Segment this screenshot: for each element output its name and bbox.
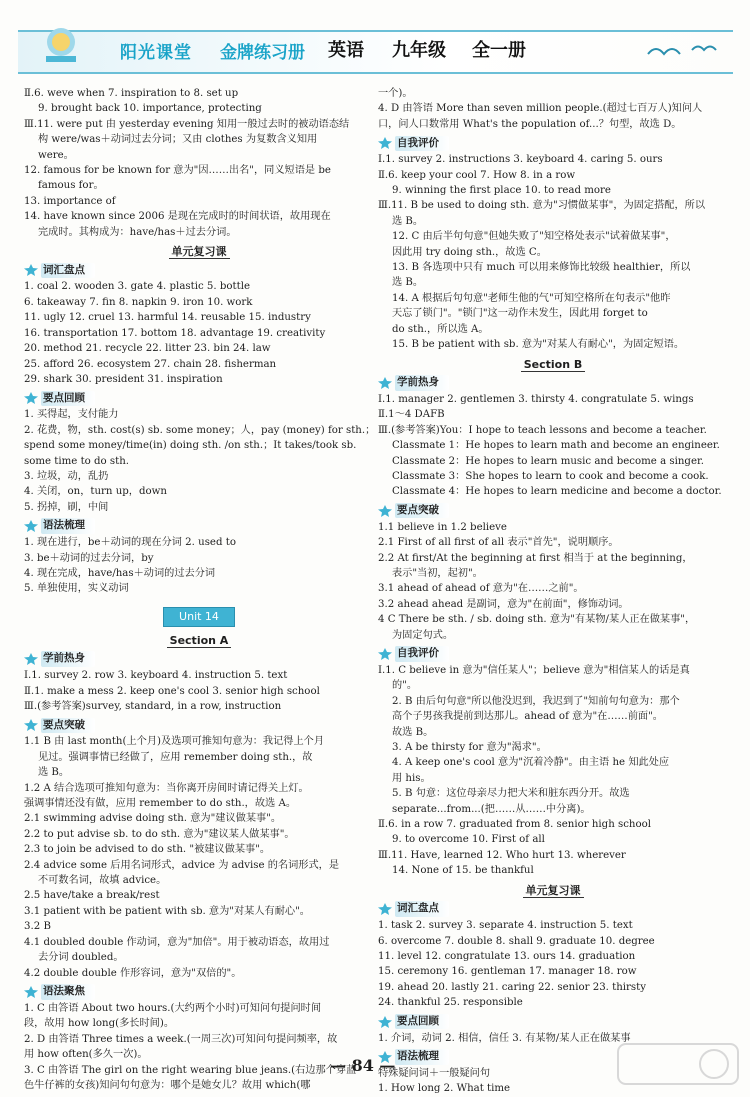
self-eval-line: Ⅰ.1. survey 2. instructions 3. keyboard 4. caring 5. ours — [378, 154, 663, 166]
brand-title: 阳光课堂 — [120, 43, 192, 63]
answer-line: 完成时。其构成为：have/has＋过去分词。 — [38, 226, 237, 238]
break-line: 1.1 B 由 last month(上个月)及选项可推知句意为：我记得上个月 — [24, 736, 325, 748]
star-icon — [378, 505, 392, 517]
page-header — [0, 0, 750, 88]
vocab-tag: 词汇盘点 — [41, 263, 95, 278]
break-line: 表示"当初，起初"。 — [392, 567, 483, 579]
answer-line: were。 — [38, 149, 74, 161]
points-line: some time to do sth. — [24, 455, 130, 467]
break-line: 2.2 At first/At the beginning at first 相当于 at the beginning， — [378, 552, 693, 564]
warmup-list — [24, 668, 374, 714]
subject-label: 英语 — [328, 40, 364, 61]
grammar-line: 5. 单独使用，实义动词 — [24, 583, 129, 595]
break-list — [24, 734, 374, 981]
answer-line: Ⅲ.11. were put 由 yesterday evening 知用一般过去时的被动语态结 — [24, 118, 350, 130]
break-line: 3.2 ahead ahead 是副词，意为"在前面"，修饰动词。 — [378, 598, 629, 610]
break-line: 强调事情还没有做，应用 remember to do sth.，故选 A。 — [24, 798, 297, 810]
break-line: 1.1 believe in 1.2 believe — [378, 521, 507, 533]
watermark-logo-icon — [616, 1040, 740, 1088]
vocab-line: 19. ahead 20. lastly 21. caring 22. senior 23. thirsty — [378, 981, 647, 993]
warmup-line: Ⅱ.1. make a mess 2. keep one's cool 3. senior high school — [24, 685, 320, 697]
break-line: 2.5 have/take a break/rest — [24, 890, 160, 902]
points-line: 5. 拐掉，刷，中间 — [24, 501, 109, 513]
answer-line: 9. brought back 10. importance, protecting — [38, 103, 262, 115]
focus-tag: 语法聚焦 — [41, 984, 95, 999]
left-column — [24, 86, 374, 1093]
points-line: spend some money/time(in) doing sth. /on sth.；It takes/took sb. — [24, 440, 357, 452]
vocab-tag: 词汇盘点 — [395, 901, 449, 916]
break-tag: 要点突破 — [41, 718, 95, 733]
self-eval-line: 4. A keep one's cool 意为"沉着冷静"。由主语 he 知此处应 — [392, 757, 670, 769]
star-icon — [378, 137, 392, 149]
self-eval-line: Ⅱ.6. keep your cool 7. How 8. in a row — [378, 169, 576, 181]
self-eval-line: 天忘了锁门"。"锁门"这一动作未发生，因此用 forget to — [392, 308, 648, 320]
grammar-tag: 语法梳理 — [395, 1049, 449, 1064]
self-eval-tag: 自我评价 — [395, 646, 449, 661]
warmup-list — [378, 392, 728, 500]
section-b-title: Section B — [378, 357, 728, 372]
self-eval-line: 9. winning the first place 10. to read more — [392, 185, 611, 197]
section-tag — [24, 984, 374, 1000]
self-eval-line: 5. B 句意：这位母亲尽力把大米和脏东西分开。故选 — [392, 788, 630, 800]
break-line: 4.1 doubled double 作动词，意为"加倍"。用于被动语态，故用过 — [24, 936, 330, 948]
unit-review-title: 单元复习课 — [378, 883, 728, 898]
section-tag — [378, 135, 728, 151]
self-eval-list — [378, 152, 728, 352]
section-tag — [378, 646, 728, 662]
self-eval-tag: 自我评价 — [395, 136, 449, 151]
focus-line: 段，故用 how long(多长时间)。 — [24, 1018, 175, 1030]
break-line: 1.2 A 结合选项可推知句意为：当你离开房间时请记得关上灯。 — [24, 782, 309, 794]
section-tag — [24, 518, 374, 534]
star-icon — [24, 653, 38, 665]
warmup-line: Classmate 4：He hopes to learn medicine and become a doctor. — [392, 486, 722, 498]
star-icon — [378, 1016, 392, 1028]
self-eval-line: 高个子男孩我提前到达那儿。ahead of 意为"在……前面"。 — [392, 711, 663, 723]
grammar-line: 1. 现在进行，be＋动词的现在分词 2. used to — [24, 537, 236, 549]
section-tag — [24, 651, 374, 667]
break-line: 2.3 to join be advised to do sth. "被建议做某事"。 — [24, 844, 271, 856]
section-a-title: Section A — [24, 633, 374, 648]
warmup-line: Classmate 2：He hopes to learn music and become a singer. — [392, 455, 704, 467]
series-title: 金牌练习册 — [220, 43, 305, 63]
points-line: 3. 垃圾，动，乱扔 — [24, 470, 109, 482]
grammar-line: 3. be＋动词的过去分词，by — [24, 552, 154, 564]
break-line: 去分词 doubled。 — [38, 952, 124, 964]
break-line: 3.2 B — [24, 921, 51, 933]
self-eval-line: 3. A be thirsty for 意为"渴求"。 — [392, 742, 547, 754]
points-tag: 要点回顾 — [395, 1014, 449, 1029]
self-eval-line: 因此用 try doing sth.，故选 C。 — [392, 246, 547, 258]
warmup-tag: 学前热身 — [395, 375, 449, 390]
focus-line: 3. C 由答语 The girl on the right wearing blue jeans.(右边那个穿蓝 — [24, 1064, 357, 1076]
break-list — [378, 520, 728, 643]
self-eval-line: 12. C 由后半句句意"但她失败了"知空格处表示"试着做某事"， — [392, 231, 676, 243]
break-line: 不可数名词，故填 advice。 — [38, 875, 167, 887]
focus-line: 用 how often(多久一次)。 — [24, 1049, 148, 1061]
warmup-line: Ⅰ.1. manager 2. gentlemen 3. thirsty 4. congratulate 5. wings — [378, 393, 694, 405]
warmup-line: Classmate 3：She hopes to learn to cook and become a cook. — [392, 470, 709, 482]
focus-line: 色牛仔裤的女孩)知问句句意为：哪个是她女儿？故用 which(哪 — [24, 1079, 311, 1091]
focus-line: 口，问人口数常用 What's the population of...？句型，故选 D。 — [378, 118, 682, 130]
page-number: — 84 — — [330, 1056, 396, 1075]
self-eval-line: 14. A 根据后句句意"老师生他的气"可知空格所在句表示"他昨 — [392, 292, 671, 304]
answer-line: Ⅱ.6. weve when 7. inspiration to 8. set up — [24, 88, 239, 99]
vocab-line: 15. ceremony 16. gentleman 17. manager 18. row — [378, 966, 637, 978]
warmup-line: Ⅰ.1. survey 2. row 3. keyboard 4. instruction 5. text — [24, 670, 288, 682]
self-eval-list — [378, 663, 728, 879]
self-eval-line: do sth.，所以选 A。 — [392, 323, 489, 335]
unit-review-title: 单元复习课 — [24, 244, 374, 259]
points-tag: 要点回顾 — [41, 391, 95, 406]
break-line: 4 C There be sth. / sb. doing sth. 意为"有某物/某人正在做某事"， — [378, 614, 696, 626]
points-list — [24, 407, 374, 515]
warmup-line: Classmate 1：He hopes to learn math and become an engineer. — [392, 440, 720, 452]
sun-logo-icon — [38, 22, 84, 68]
star-icon — [24, 264, 38, 276]
grade-label: 九年级 — [392, 40, 446, 61]
self-eval-line: 13. B 各选项中只有 much 可以用来修饰比较级 healthier，所以 — [392, 262, 691, 274]
star-icon — [24, 392, 38, 404]
self-eval-line: 2. B 由后句句意"所以他没迟到，我迟到了"知前句句意为：那个 — [392, 695, 680, 707]
grammar-tag: 语法梳理 — [41, 518, 95, 533]
grammar-list — [24, 535, 374, 597]
self-eval-line: 的"。 — [392, 680, 418, 692]
points-line: 1. 买得起，支付能力 — [24, 409, 119, 421]
answer-line: 13. importance of — [24, 195, 116, 207]
self-eval-line: Ⅱ.6. in a row 7. graduated from 8. senior high school — [378, 819, 652, 831]
self-eval-line: 选 B。 — [392, 215, 424, 227]
vocab-line: 29. shark 30. president 31. inspiration — [24, 373, 223, 385]
vocab-line: 25. afford 26. ecosystem 27. chain 28. fisherman — [24, 358, 277, 370]
break-tag: 要点突破 — [395, 503, 449, 518]
birds-icon — [640, 40, 730, 66]
section-tag — [378, 901, 728, 917]
self-eval-line: Ⅰ.1. C believe in 意为"信任某人"；believe 意为"相信某人的话是真 — [378, 665, 690, 676]
star-icon — [378, 903, 392, 915]
volume-label: 全一册 — [472, 40, 526, 61]
section-tag — [24, 262, 374, 278]
vocab-line: 1. coal 2. wooden 3. gate 4. plastic 5. bottle — [24, 281, 251, 293]
break-line: 2.4 advice some 后用名词形式，advice 为 advise 的名词形式，是 — [24, 859, 340, 871]
break-line: 2.1 swimming advise doing sth. 意为"建议做某事"。 — [24, 813, 282, 825]
focus-line: 2. D 由答语 Three times a week.(一周三次)可知问句提问频率，故 — [24, 1033, 338, 1045]
vocab-line: 24. thankful 25. responsible — [378, 997, 523, 1009]
self-eval-line: 15. B be patient with sb. 意为"对某人有耐心"，为固定短语。 — [392, 339, 685, 351]
break-line: 为固定句式。 — [392, 629, 454, 641]
vocab-line: 11. ugly 12. cruel 13. harmful 14. reusable 15. industry — [24, 312, 311, 324]
answer-line: famous for。 — [38, 180, 104, 192]
answer-line: 12. famous for be known for 意为"因……出名"，同义短语是 be — [24, 165, 331, 177]
break-line: 4.2 double double 作形容词，意为"双倍的"。 — [24, 967, 242, 979]
points-line: 4. 关闭，on，turn up，down — [24, 486, 167, 498]
self-eval-line: separate...from...(把……从……中分离)。 — [392, 803, 591, 815]
focus-line: 1. C 由答语 About two hours.(大约两个小时)可知问句提问时间 — [24, 1002, 322, 1014]
self-eval-line: 选 B。 — [392, 277, 424, 289]
vocab-line: 6. takeaway 7. fin 8. napkin 9. iron 10. work — [24, 296, 253, 308]
warmup-line: Ⅲ.(参考答案)survey, standard, in a row, instruction — [24, 701, 282, 712]
vocab-line: 16. transportation 17. bottom 18. advantage 19. creativity — [24, 327, 326, 339]
vocab-line: 6. overcome 7. double 8. shall 9. graduate 10. degree — [378, 935, 655, 947]
vocab-line: 1. task 2. survey 3. separate 4. instruction 5. text — [378, 920, 633, 932]
vocab-list — [24, 279, 374, 387]
break-line: 3.1 ahead of ahead of 意为"在……之前"。 — [378, 583, 584, 595]
break-line: 见过。强调事情已经做了，应用 remember doing sth.，故 — [38, 751, 313, 763]
grammar-line: 4. 现在完成，have/has＋动词的过去分词 — [24, 567, 216, 579]
warmup-line: Ⅲ.(参考答案)You：I hope to teach lessons and become a teacher. — [378, 424, 707, 436]
focus-line: 4. D 由答语 More than seven million people.(超过七百万人)知问人 — [378, 103, 703, 115]
star-icon — [378, 648, 392, 660]
points-line: 2. 花费，物，sth. cost(s) sb. some money；人，pay (money) for sth.； — [24, 424, 376, 436]
star-icon — [24, 986, 38, 998]
break-line: 3.1 patient with be patient with sb. 意为"对某人有耐心"。 — [24, 905, 310, 917]
section-tag — [378, 375, 728, 391]
warmup-tag: 学前热身 — [41, 651, 95, 666]
star-icon — [24, 520, 38, 532]
continued-answers — [24, 86, 374, 240]
unit-badge: Unit 14 — [163, 607, 235, 627]
star-icon — [378, 377, 392, 389]
answer-line: 构 were/was＋动词过去分词；又由 clothes 为复数含义知用 — [38, 134, 318, 146]
self-eval-line: Ⅲ.11. Have, learned 12. Who hurt 13. wherever — [378, 849, 626, 861]
vocab-line: 20. method 21. recycle 22. litter 23. bin 24. law — [24, 343, 271, 355]
section-tag — [378, 503, 728, 519]
focus-list — [24, 1001, 374, 1093]
vocab-list — [378, 918, 728, 1010]
self-eval-line: Ⅲ.11. B be used to doing sth. 意为"习惯做某事"，为固定搭配，所以 — [378, 200, 706, 212]
break-line: 选 B。 — [38, 767, 70, 779]
section-tag — [378, 1014, 728, 1030]
points-line: 1. 介词，动词 2. 相信，信任 3. 有某物/某人正在做某事 — [378, 1032, 631, 1044]
break-line: 2.1 First of all first of all 表示"首先"，说明顺序。 — [378, 537, 619, 549]
section-tag — [24, 717, 374, 733]
continued-focus — [378, 86, 728, 132]
right-column — [378, 86, 728, 1097]
break-line: 2.2 to put advise sb. to do sth. 意为"建议某人做某事"。 — [24, 828, 295, 840]
self-eval-line: 14. None of 15. be thankful — [392, 865, 534, 877]
self-eval-line: 9. to overcome 10. First of all — [392, 834, 545, 846]
grammar-line: 1. How long 2. What time — [378, 1083, 511, 1095]
star-icon — [24, 719, 38, 731]
warmup-line: Ⅱ.1～4 DAFB — [378, 409, 445, 421]
self-eval-line: 用 his。 — [392, 772, 431, 784]
grammar-line: 特殊疑问词＋一般疑问句 — [378, 1067, 491, 1079]
section-tag — [24, 390, 374, 406]
vocab-line: 11. level 12. congratulate 13. ours 14. graduation — [378, 950, 636, 962]
self-eval-line: 故选 B。 — [392, 726, 434, 738]
answer-line: 14. have known since 2006 是现在完成时的时间状语，故用现在 — [24, 211, 331, 223]
focus-line: 一个)。 — [378, 88, 413, 99]
